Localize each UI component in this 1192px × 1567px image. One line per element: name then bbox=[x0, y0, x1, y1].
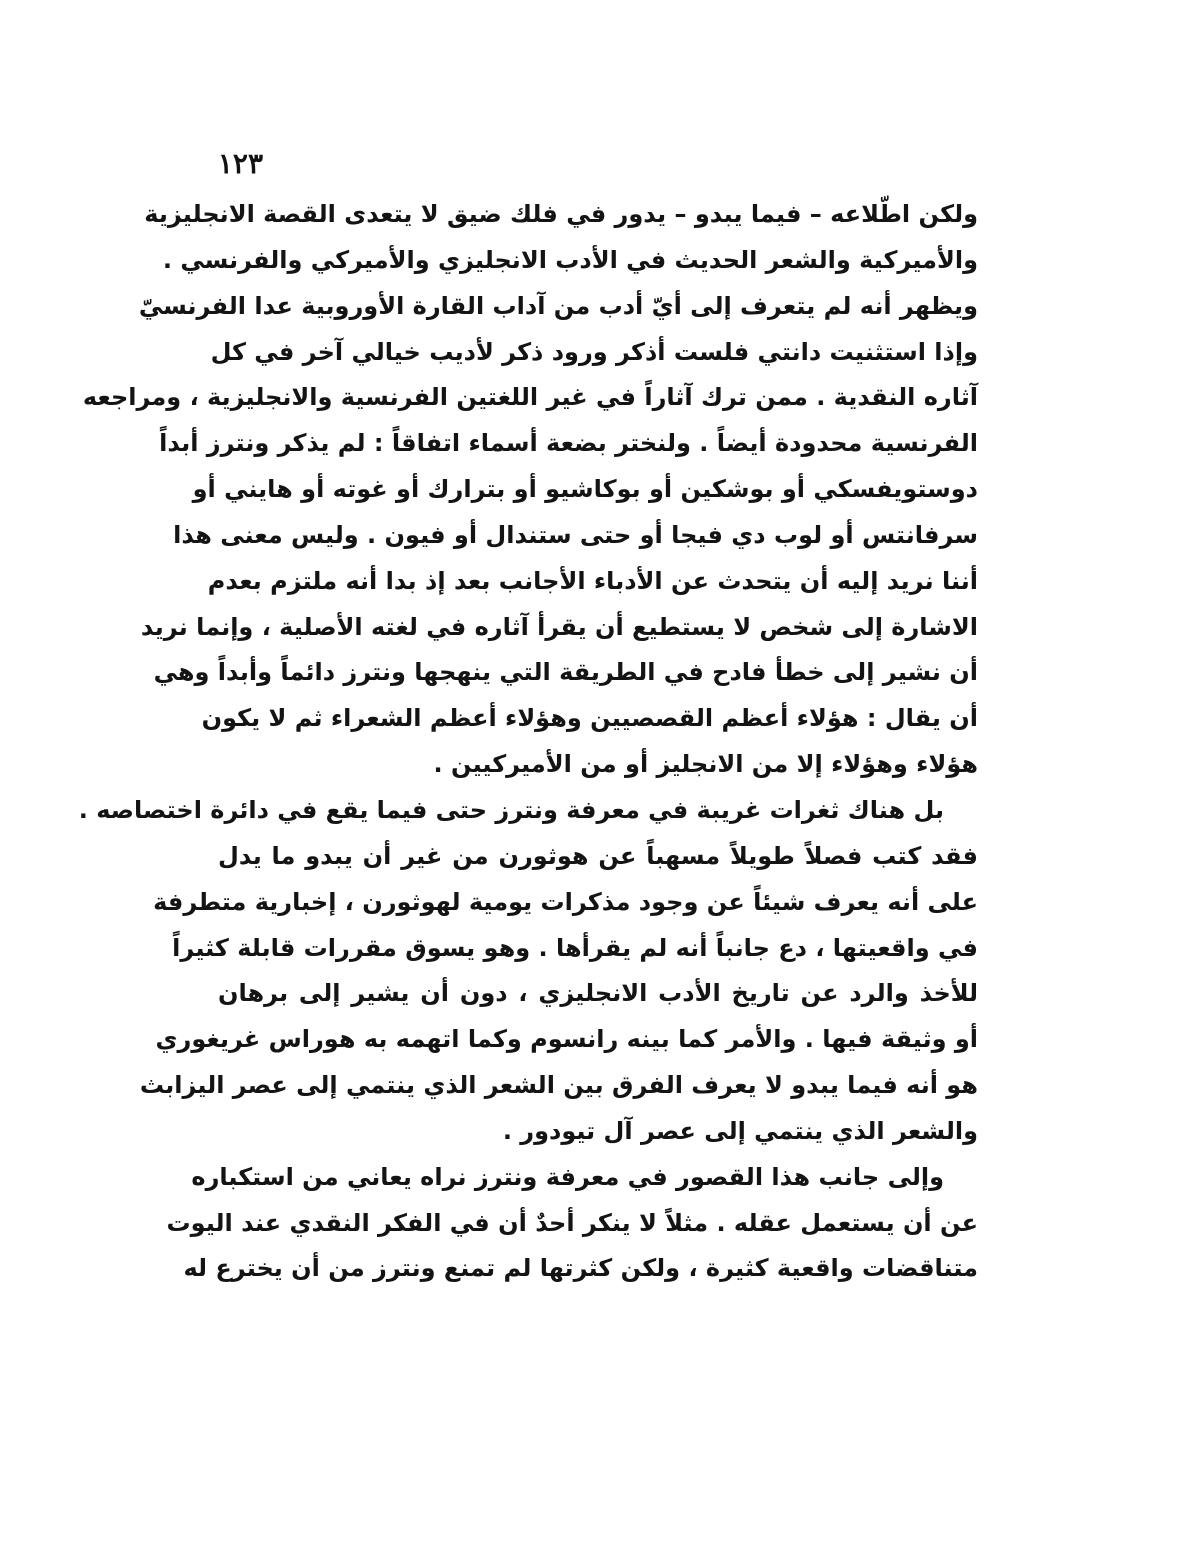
text-line: والأميركية والشعر الحديث في الأدب الانجليزي والأميركي والفرنسي . bbox=[162, 245, 978, 274]
text-line: في واقعيتها ، دع جانباً أنه لم يقرأها . وهو يسوق مقررات قابلة كثيراً bbox=[172, 933, 978, 962]
text-line: فقد كتب فصلاً طويلاً مسهباً عن هوثورن من غير أن يبدو ما يدل bbox=[218, 841, 978, 870]
text-line: أو وثيقة فيها . والأمر كما بينه رانسوم وكما اتهمه به هوراس غريغوري bbox=[155, 1025, 978, 1054]
text-line: والشعر الذي ينتمي إلى عصر آل تيودور . bbox=[502, 1116, 978, 1145]
page-number: ١٢٣ bbox=[217, 147, 263, 180]
text-line: دوستويفسكي أو بوشكين أو بوكاشيو أو بترارك أو غوته أو هايني أو bbox=[192, 475, 978, 504]
text-line: سرفانتس أو لوب دي فيجا أو حتى ستندال أو فيون . وليس معنى هذا bbox=[173, 520, 978, 549]
text-line: وإذا استثنيت دانتي فلست أذكر ورود ذكر لأديب خيالي آخر في كل bbox=[210, 337, 978, 366]
text-line: آثاره النقدية . ممن ترك آثاراً في غير اللغتين الفرنسية والانجليزية ، ومراجعه bbox=[82, 383, 978, 412]
text-line: للأخذ والرد عن تاريخ الأدب الانجليزي ، دون أن يشير إلى برهان bbox=[218, 979, 978, 1008]
text-line: وإلى جانب هذا القصور في معرفة ونترز نراه يعاني من استكباره bbox=[191, 1162, 944, 1191]
text-line: هؤلاء وهؤلاء إلا من الانجليز أو من الأميركيين . bbox=[433, 750, 978, 779]
text-line: أننا نريد إليه أن يتحدث عن الأدباء الأجانب بعد إذ بدا أنه ملتزم بعدم bbox=[207, 566, 978, 595]
text-line: ويظهر أنه لم يتعرف إلى أيّ أدب من آداب القارة الأوروبية عدا الفرنسيّ bbox=[138, 291, 978, 320]
text-line: بل هناك ثغرات غريبة في معرفة ونترز حتى فيما يقع في دائرة اختصاصه . bbox=[78, 795, 944, 824]
text-line: ولكن اطّلاعه – فيما يبدو – يدور في فلك ضيق لا يتعدى القصة الانجليزية bbox=[144, 200, 978, 228]
text-line: أن نشير إلى خطأ فادح في الطريقة التي ينهجها ونترز دائماً وأبداً وهي bbox=[153, 658, 978, 687]
text-line: الفرنسية محدودة أيضاً . ولنختر بضعة أسماء اتفاقاً : لم يذكر ونترز أبداً bbox=[159, 429, 978, 458]
text-line: هو أنه فيما يبدو لا يعرف الفرق بين الشعر الذي ينتمي إلى عصر اليزابث bbox=[139, 1071, 978, 1100]
text-line: الاشارة إلى شخص لا يستطيع أن يقرأ آثاره في لغته الأصلية ، وإنما نريد bbox=[140, 612, 978, 641]
text-line: عن أن يستعمل عقله . مثلاً لا ينكر أحدٌ أن في الفكر النقدي عند اليوت bbox=[166, 1208, 978, 1237]
text-line: على أنه يعرف شيئاً عن وجود مذكرات يومية لهوثورن ، إخبارية متطرفة bbox=[153, 887, 978, 916]
text-line: متناقضات واقعية كثيرة ، ولكن كثرتها لم تمنع ونترز من أن يخترع له bbox=[183, 1254, 978, 1283]
text-line: أن يقال : هؤلاء أعظم القصصيين وهؤلاء أعظم الشعراء ثم لا يكون bbox=[201, 704, 978, 733]
body-text bbox=[78, 192, 978, 1292]
